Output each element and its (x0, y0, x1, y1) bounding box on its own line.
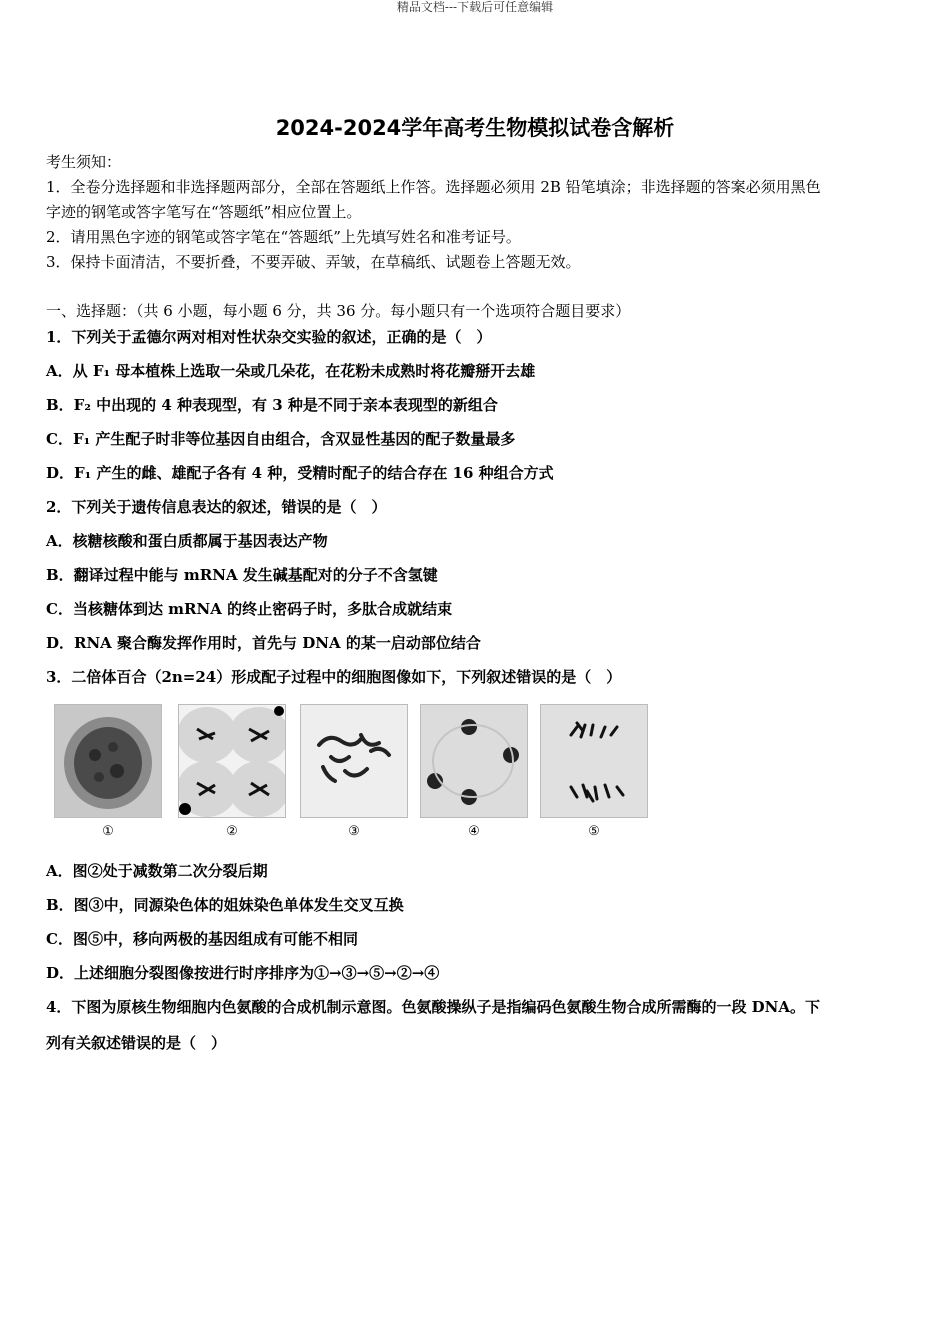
notice-heading: 考生须知： (46, 153, 122, 171)
caption-5: ⑤ (588, 824, 600, 839)
q3-option-b: B．图③中，同源染色体的姐妹染色单体发生交叉互换 (46, 896, 404, 914)
q1-stem: 1．下列关于孟德尔两对相对性状杂交实验的叙述，正确的是（ ） (46, 328, 492, 346)
section-heading: 一、选择题：（共 6 小题，每小题 6 分，共 36 分。每小题只有一个选项符合题目要求） (46, 302, 631, 320)
q4-stem-cont: 列有关叙述错误的是（ ） (46, 1034, 227, 1052)
cell-image-5 (540, 704, 648, 844)
page-header: 精品文档---下载后可任意编辑 (396, 0, 554, 14)
notice-item-1: 1．全卷分选择题和非选择题两部分，全部在答题纸上作答。选择题必须用 2B 铅笔填涂；非选择题的答案必须用黑色 (46, 178, 821, 196)
notice-item-2: 2．请用黑色字迹的钢笔或答字笔在“答题纸”上先填写姓名和准考证号。 (46, 228, 521, 246)
cell-micrograph-4 (421, 705, 527, 817)
cell-micrograph-5 (541, 705, 647, 817)
caption-4: ④ (468, 824, 480, 839)
caption-1: ① (102, 824, 114, 839)
notice-item-3: 3．保持卡面清洁，不要折叠，不要弄破、弄皱，在草稿纸、试题卷上答题无效。 (46, 253, 581, 271)
cell-image-1 (54, 704, 162, 844)
q2-option-b: B．翻译过程中能与 mRNA 发生碱基配对的分子不含氢键 (46, 566, 438, 584)
q3-option-d: D．上述细胞分裂图像按进行时序排序为①→③→⑤→②→④ (46, 964, 440, 982)
cell-images-figure (54, 704, 654, 844)
q2-option-d: D．RNA 聚合酶发挥作用时，首先与 DNA 的某一启动部位结合 (46, 634, 481, 652)
page-title: 2024-2024学年高考生物模拟试卷含解析 (275, 116, 675, 140)
q2-option-c: C．当核糖体到达 mRNA 的终止密码子时，多肽合成就结束 (46, 600, 453, 618)
q3-stem: 3．二倍体百合（2n=24）形成配子过程中的细胞图像如下，下列叙述错误的是（ ） (46, 668, 622, 686)
notice-item-1-cont: 字迹的钢笔或答字笔写在“答题纸”相应位置上。 (46, 203, 362, 221)
cell-image-2 (178, 704, 286, 844)
q3-option-a: A．图②处于减数第二次分裂后期 (46, 862, 268, 880)
q4-stem: 4．下图为原核生物细胞内色氨酸的合成机制示意图。色氨酸操纵子是指编码色氨酸生物合成所需酶的一段 DNA。下 (46, 998, 821, 1016)
q3-option-c: C．图⑤中，移向两极的基因组成有可能不相同 (46, 930, 358, 948)
cell-micrograph-1 (55, 705, 161, 817)
caption-3: ③ (348, 824, 360, 839)
q2-stem: 2．下列关于遗传信息表达的叙述，错误的是（ ） (46, 498, 387, 516)
cell-image-3 (300, 704, 408, 844)
q2-option-a: A．核糖核酸和蛋白质都属于基因表达产物 (46, 532, 328, 550)
cell-micrograph-3 (301, 705, 407, 817)
cell-micrograph-2 (179, 705, 285, 817)
q1-option-c: C．F₁ 产生配子时非等位基因自由组合，含双显性基因的配子数量最多 (46, 430, 516, 448)
cell-image-4 (420, 704, 528, 844)
q1-option-b: B．F₂ 中出现的 4 种表现型，有 3 种是不同于亲本表现型的新组合 (46, 396, 498, 414)
q1-option-a: A．从 F₁ 母本植株上选取一朵或几朵花，在花粉未成熟时将花瓣掰开去雄 (46, 362, 536, 380)
caption-2: ② (226, 824, 238, 839)
q1-option-d: D．F₁ 产生的雌、雄配子各有 4 种，受精时配子的结合存在 16 种组合方式 (46, 464, 554, 482)
